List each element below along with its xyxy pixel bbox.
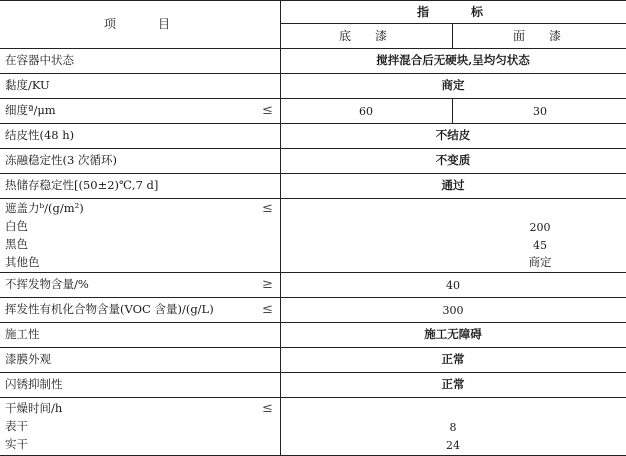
row-value: 40	[446, 279, 460, 292]
row-divider	[0, 297, 626, 298]
row-divider	[0, 272, 626, 273]
row-label: 热储存稳定性[(50±2)℃,7 d]	[5, 178, 159, 192]
row-label: 结皮性(48 h)	[5, 128, 75, 142]
primer-topcoat-divider	[452, 98, 453, 123]
row-divider	[0, 347, 626, 348]
sub-row-label: 表干	[5, 419, 28, 433]
row-label: 不挥发物含量/%	[5, 277, 89, 291]
sub-row-label: 黑色	[5, 237, 28, 251]
row-label: 遮盖力ᵇ/(g/m²)	[5, 201, 84, 215]
comparison-symbol: ≥	[262, 277, 273, 292]
indicator-header: 指 标	[416, 5, 490, 19]
table-top-border	[0, 0, 626, 1]
comparison-symbol: ≤	[262, 103, 273, 118]
row-label: 冻融稳定性(3 次循环)	[5, 153, 117, 167]
comparison-symbol: ≤	[262, 302, 273, 317]
row-divider	[0, 198, 626, 199]
row-divider	[0, 73, 626, 74]
row-value: 正常	[441, 377, 465, 391]
row-label: 漆膜外观	[5, 352, 51, 366]
comparison-symbol: ≤	[262, 401, 273, 416]
indicator-header-divider	[280, 23, 626, 24]
sub-row-value: 200	[529, 221, 551, 234]
row-divider	[0, 148, 626, 149]
comparison-symbol: ≤	[262, 201, 273, 216]
sub-row-label: 白色	[5, 219, 28, 233]
sub-row-value: 45	[533, 239, 547, 252]
row-value: 不变质	[435, 153, 471, 167]
row-divider	[0, 397, 626, 398]
row-label: 细度ª/μm	[5, 103, 56, 117]
row-value: 搅拌混合后无硬块,呈均匀状态	[376, 53, 530, 67]
primer-header: 底 漆	[338, 29, 394, 43]
row-divider	[0, 98, 626, 99]
row-value: 300	[442, 304, 464, 317]
row-label: 闪锈抑制性	[5, 377, 63, 391]
primer-topcoat-divider	[452, 23, 453, 48]
row-divider	[0, 322, 626, 323]
sub-row-label: 实干	[5, 437, 28, 451]
row-label: 黏度/KU	[5, 78, 50, 92]
item-header: 项 目	[103, 17, 177, 31]
row-divider	[0, 123, 626, 124]
label-value-divider	[280, 0, 281, 456]
row-label: 干燥时间/h	[5, 401, 63, 415]
row-label: 挥发性有机化合物含量(VOC 含量)/(g/L)	[5, 302, 214, 316]
primer-value: 60	[359, 105, 373, 118]
row-value: 通过	[441, 178, 465, 192]
row-label: 施工性	[5, 327, 40, 341]
sub-row-value: 24	[446, 439, 460, 452]
row-label: 在容器中状态	[5, 53, 74, 67]
row-divider	[0, 173, 626, 174]
topcoat-header: 面 漆	[512, 29, 568, 43]
row-value: 不结皮	[435, 128, 471, 142]
sub-row-value: 8	[449, 421, 457, 434]
row-value: 正常	[441, 352, 465, 366]
sub-row-label: 其他色	[5, 255, 40, 269]
row-value: 施工无障碍	[424, 327, 482, 341]
topcoat-value: 30	[533, 105, 547, 118]
header-bottom-border	[0, 48, 626, 49]
row-value: 商定	[441, 78, 465, 92]
row-divider	[0, 372, 626, 373]
sub-row-value: 商定	[528, 255, 552, 269]
